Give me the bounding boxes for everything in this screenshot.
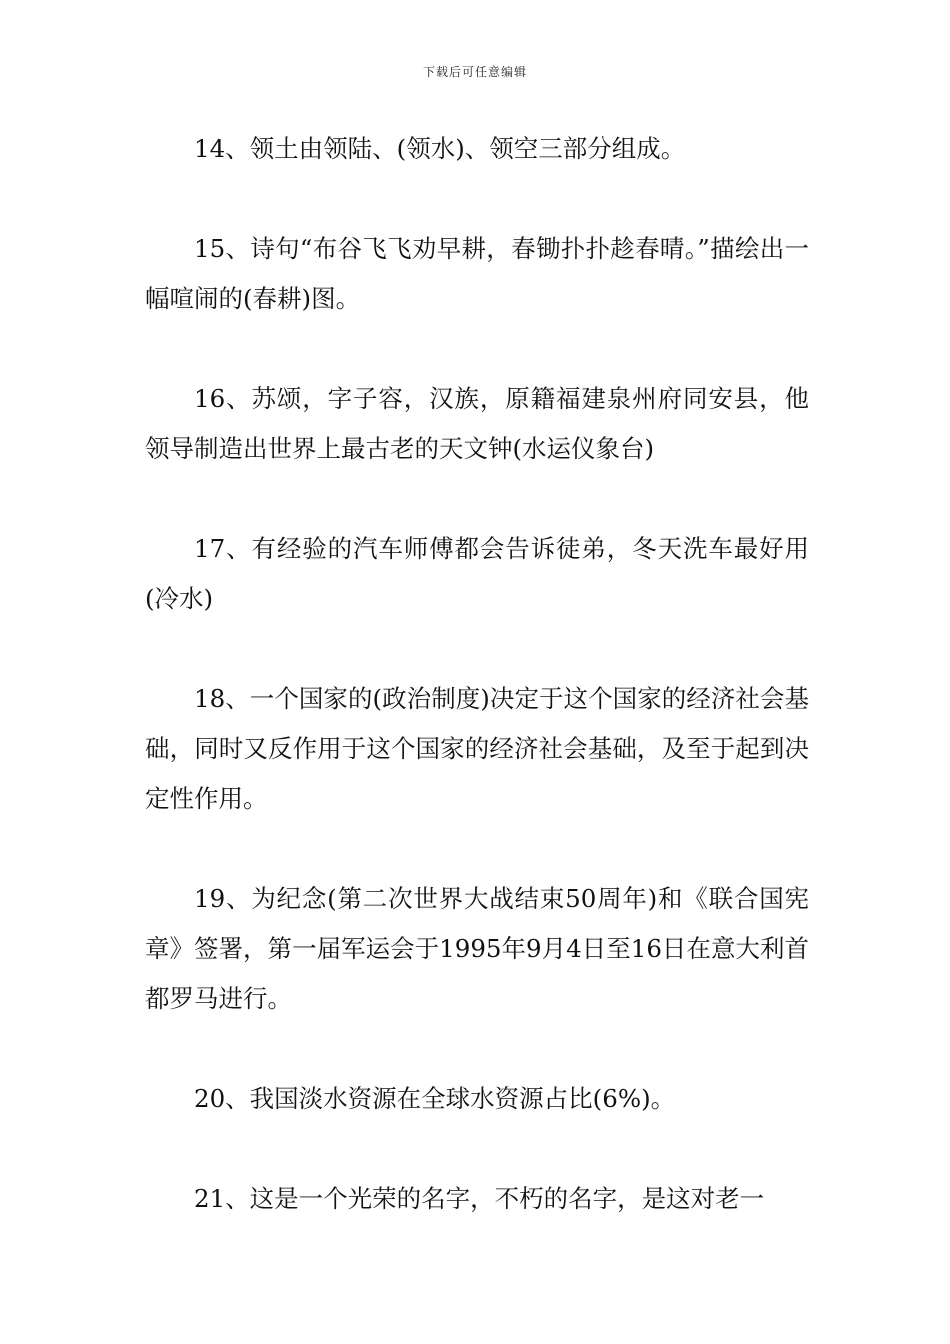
paragraph-16: 16、苏颂，字子容，汉族，原籍福建泉州府同安县，他领导制造出世界上最古老的天文钟(水运仪象台)	[145, 384, 809, 463]
paragraph-14: 14、领土由领陆、(领水)、领空三部分组成。	[194, 134, 686, 163]
paragraph-18: 18、一个国家的(政治制度)决定于这个国家的经济社会基础，同时又反作用于这个国家的经济社会基础，及至于起到决定性作用。	[145, 684, 809, 813]
paragraph-15: 15、诗句“布谷飞飞劝早耕，春锄扑扑趁春晴。”描绘出一幅喧闹的(春耕)图。	[145, 234, 809, 313]
page-header: 下载后可任意编辑	[422, 65, 527, 79]
paragraph-19: 19、为纪念(第二次世界大战结束50周年)和《联合国宪章》签署，第一届军运会于1995年9月4日至16日在意大利首都罗马进行。	[145, 884, 809, 1013]
document-body	[145, 124, 809, 1274]
paragraph-21: 21、这是一个光荣的名字，不朽的名字，是这对老一	[194, 1184, 765, 1213]
paragraph-20: 20、我国淡水资源在全球水资源占比(6%)。	[194, 1084, 676, 1113]
paragraph-17: 17、有经验的汽车师傅都会告诉徒弟，冬天洗车最好用(冷水)	[145, 534, 809, 613]
